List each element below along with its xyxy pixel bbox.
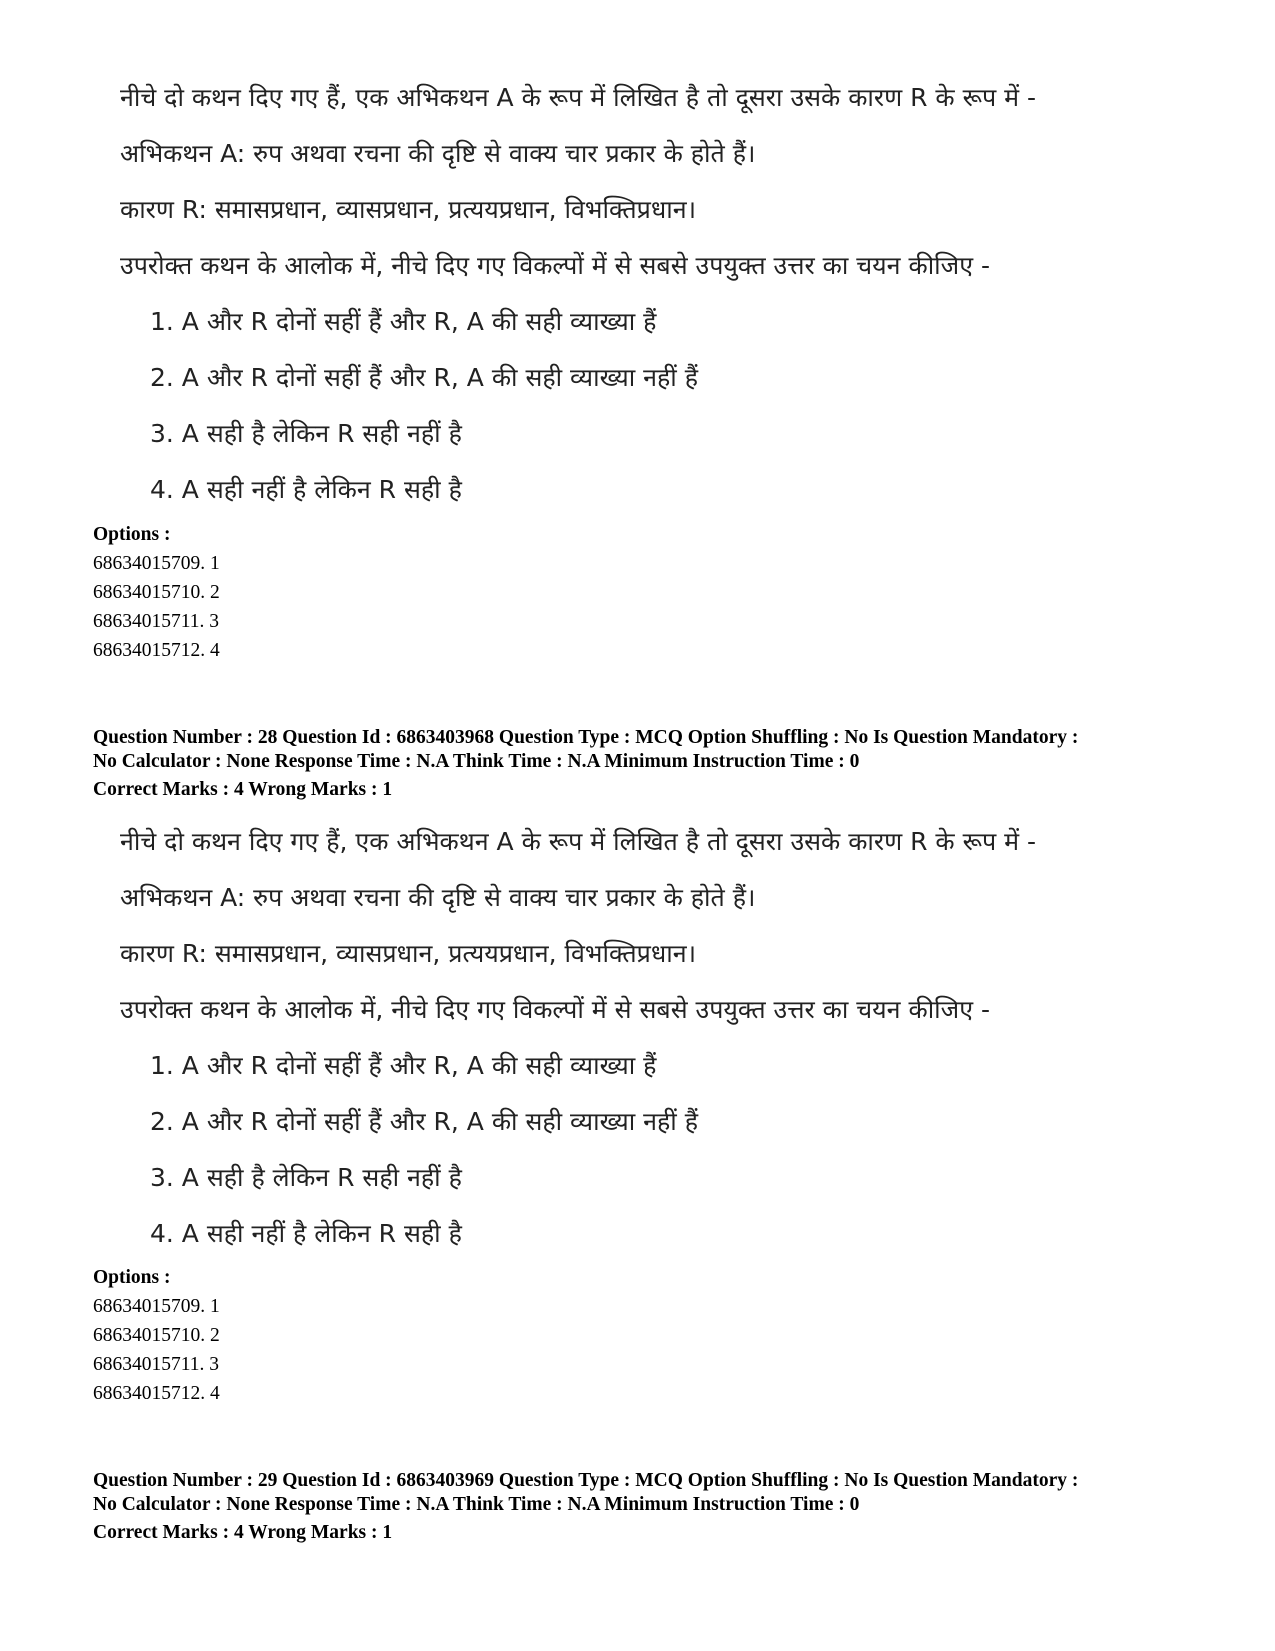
answer-choice: 3. A सही है लेकिन R सही नहीं है bbox=[150, 419, 462, 448]
question-line: अभिकथन A: रुप अथवा रचना की दृष्टि से वाक्य चार प्रकार के होते हैं। bbox=[120, 883, 756, 912]
option-id: 68634015712. 4 bbox=[93, 1383, 220, 1404]
option-id: 68634015709. 1 bbox=[93, 1296, 220, 1317]
question-meta-line: No Calculator : None Response Time : N.A Think Time : N.A Minimum Instruction Time : 0 bbox=[93, 751, 860, 772]
marks-line: Correct Marks : 4 Wrong Marks : 1 bbox=[93, 779, 393, 800]
question-body-1 bbox=[0, 70, 1275, 518]
answer-choice: 1. A और R दोनों सहीं हैं और R, A की सही व्याख्या हैं bbox=[150, 1051, 657, 1080]
option-id: 68634015709. 1 bbox=[93, 553, 220, 574]
answer-choice: 1. A और R दोनों सहीं हैं और R, A की सही व्याख्या हैं bbox=[150, 307, 657, 336]
option-id: 68634015711. 3 bbox=[93, 611, 220, 632]
question-line: उपरोक्त कथन के आलोक में, नीचे दिए गए विकल्पों में से सबसे उपयुक्त उत्तर का चयन कीजिए - bbox=[120, 995, 990, 1024]
options-label: Options : bbox=[93, 524, 171, 545]
options-list-1 bbox=[0, 520, 220, 665]
question-line: कारण R: समासप्रधान, व्यासप्रधान, प्रत्ययप्रधान, विभक्तिप्रधान। bbox=[120, 195, 697, 224]
question-statement bbox=[0, 814, 1275, 1262]
question-line: नीचे दो कथन दिए गए हैं, एक अभिकथन A के रूप में लिखित है तो दूसरा उसके कारण R के रूप में - bbox=[120, 827, 1037, 856]
option-id: 68634015712. 4 bbox=[93, 640, 220, 661]
question-meta-line: Question Number : 28 Question Id : 6863403968 Question Type : MCQ Option Shuffling : No Is Question Mandatory : bbox=[93, 727, 1079, 748]
question-body-28 bbox=[0, 814, 1275, 1262]
question-line: नीचे दो कथन दिए गए हैं, एक अभिकथन A के रूप में लिखित है तो दूसरा उसके कारण R के रूप में - bbox=[120, 83, 1037, 112]
question-meta-line: Question Number : 29 Question Id : 6863403969 Question Type : MCQ Option Shuffling : No Is Question Mandatory : bbox=[93, 1470, 1079, 1491]
option-id: 68634015711. 3 bbox=[93, 1354, 220, 1375]
answer-choice: 4. A सही नहीं है लेकिन R सही है bbox=[150, 475, 462, 504]
question-line: उपरोक्त कथन के आलोक में, नीचे दिए गए विकल्पों में से सबसे उपयुक्त उत्तर का चयन कीजिए - bbox=[120, 251, 990, 280]
question-statement bbox=[0, 70, 1275, 518]
answer-choice: 4. A सही नहीं है लेकिन R सही है bbox=[150, 1219, 462, 1248]
option-id: 68634015710. 2 bbox=[93, 1325, 220, 1346]
answer-choice: 3. A सही है लेकिन R सही नहीं है bbox=[150, 1163, 462, 1192]
question-header-29 bbox=[0, 1469, 1198, 1545]
answer-choice: 2. A और R दोनों सहीं हैं और R, A की सही व्याख्या नहीं हैं bbox=[150, 363, 698, 392]
options-label: Options : bbox=[93, 1267, 171, 1288]
option-id: 68634015710. 2 bbox=[93, 582, 220, 603]
marks-line: Correct Marks : 4 Wrong Marks : 1 bbox=[93, 1522, 393, 1543]
options-list-28 bbox=[0, 1263, 220, 1408]
question-header-28 bbox=[0, 726, 1198, 802]
question-line: कारण R: समासप्रधान, व्यासप्रधान, प्रत्ययप्रधान, विभक्तिप्रधान। bbox=[120, 939, 697, 968]
question-meta-line: No Calculator : None Response Time : N.A Think Time : N.A Minimum Instruction Time : 0 bbox=[93, 1494, 860, 1515]
answer-choice: 2. A और R दोनों सहीं हैं और R, A की सही व्याख्या नहीं हैं bbox=[150, 1107, 698, 1136]
question-line: अभिकथन A: रुप अथवा रचना की दृष्टि से वाक्य चार प्रकार के होते हैं। bbox=[120, 139, 756, 168]
